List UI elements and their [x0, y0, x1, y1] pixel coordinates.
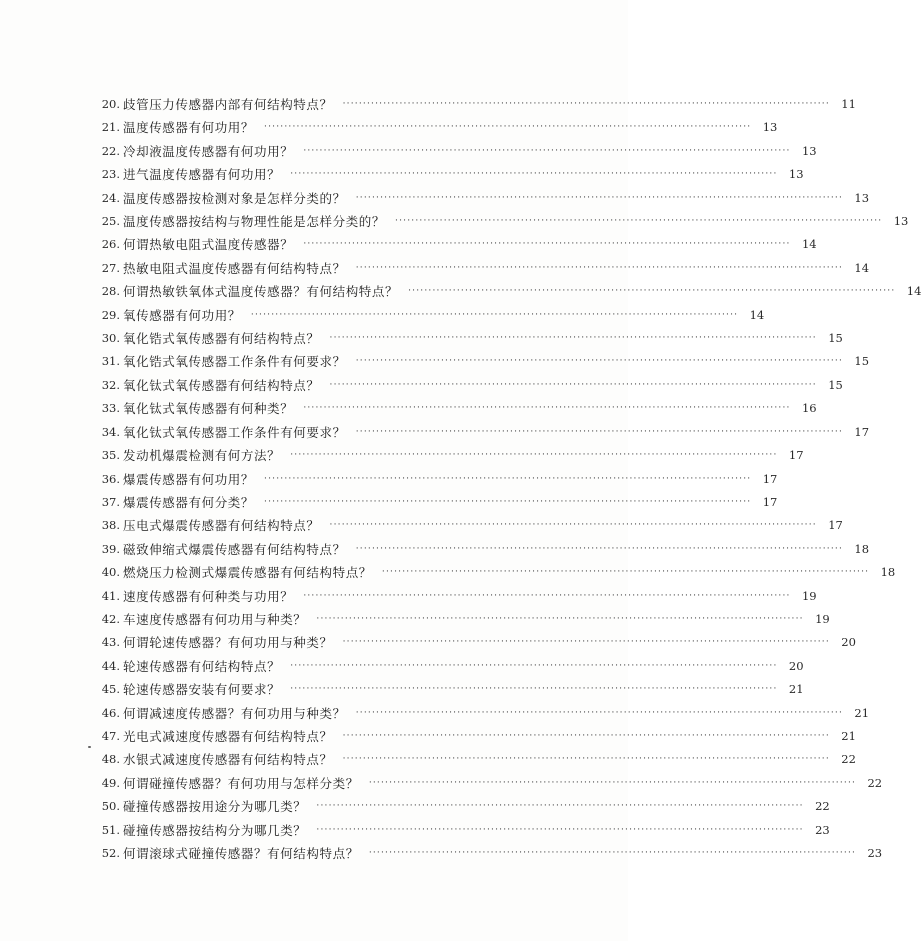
- toc-entry: [86, 819, 830, 842]
- toc-entry-title: 车速度传感器有何功用与种类？: [123, 611, 307, 627]
- toc-entry-number: 20.: [101, 97, 120, 111]
- toc-dot-leader: ························································································································: [342, 730, 830, 741]
- toc-entry-title: 水银式减速度传感器有何结构特点？: [123, 752, 333, 768]
- toc-entry-title: 碰撞传感器按结构分为哪几类？: [123, 822, 307, 838]
- toc-entry-title: 光电式减速度传感器有何结构特点？: [123, 728, 333, 744]
- toc-entry-number: 32.: [101, 377, 120, 392]
- toc-entry-title: 冷却液温度传感器有何功用？: [123, 143, 294, 159]
- toc-entry-title: 温度传感器有何功用？: [123, 120, 255, 136]
- toc-dot-leader: ························································································································: [395, 216, 883, 227]
- toc-entry-page-number: 21: [854, 705, 870, 720]
- toc-dot-leader: ························································································································: [355, 192, 844, 203]
- toc-entry: [86, 397, 817, 420]
- toc-entry-number: 26.: [101, 237, 120, 252]
- toc-entry-page-number: 13: [762, 120, 778, 135]
- toc-entry-number: 29.: [101, 307, 120, 322]
- toc-entry: [86, 444, 804, 467]
- toc-entry-number: 27.: [101, 260, 120, 275]
- toc-entry: [86, 374, 843, 397]
- toc-entry-title: 氧化锆式氧传感器工作条件有何要求？: [123, 354, 346, 370]
- toc-entry: [86, 327, 843, 350]
- toc-entry: [86, 187, 870, 210]
- toc-entry-title: 歧管压力传感器内部有何结构特点？: [123, 97, 333, 112]
- toc-entry-number: 40.: [101, 565, 120, 580]
- toc-entry-page-number: 17: [854, 424, 870, 439]
- toc-entry-title: 何谓轮速传感器？有何功用与种类？: [123, 635, 333, 651]
- toc-entry-number: 39.: [101, 541, 120, 556]
- toc-entry: [86, 561, 896, 584]
- toc-entry-page-number: 14: [749, 307, 765, 322]
- toc-entry-page-number: 14: [906, 284, 921, 299]
- toc-entry: [86, 538, 870, 561]
- toc-entry-number: 33.: [101, 401, 120, 416]
- toc-entry-title: 氧传感器有何功用？: [123, 307, 241, 323]
- toc-entry-number: 41.: [101, 588, 120, 603]
- toc-entry: [86, 350, 870, 373]
- toc-entry: [86, 210, 909, 233]
- toc-entry-number: 34.: [101, 424, 120, 439]
- toc-dot-leader: ························································································································: [329, 520, 817, 531]
- toc-dot-leader: ························································································································: [303, 403, 791, 414]
- table-of-contents: [86, 93, 921, 865]
- toc-dot-leader: ························································································································: [355, 543, 844, 554]
- toc-entry-number: 50.: [101, 799, 120, 814]
- toc-dot-leader: ························································································································: [355, 426, 844, 437]
- toc-entry-title: 何谓滚球式碰撞传感器？有何结构特点？: [123, 846, 359, 861]
- toc-entry-title: 何谓热敏铁氧体式温度传感器？有何结构特点？: [123, 284, 399, 300]
- toc-dot-leader: ························································································································: [264, 122, 752, 133]
- toc-entry-page-number: 13: [788, 167, 804, 182]
- toc-dot-leader: ························································································································: [342, 99, 830, 109]
- toc-entry-number: 45.: [101, 682, 120, 697]
- toc-entry: [86, 163, 804, 186]
- toc-entry: [86, 655, 804, 678]
- toc-dot-leader: ························································································································: [316, 824, 804, 835]
- toc-entry-page-number: 13: [801, 143, 817, 158]
- toc-entry-page-number: 20: [788, 658, 804, 673]
- toc-entry-number: 48.: [101, 752, 120, 767]
- toc-entry: [86, 140, 817, 163]
- toc-entry-number: 35.: [101, 448, 120, 463]
- toc-entry: [86, 468, 778, 491]
- toc-entry: [86, 702, 870, 725]
- toc-entry-page-number: 20: [841, 635, 856, 650]
- toc-entry: [86, 514, 843, 537]
- toc-entry-title: 燃烧压力检测式爆震传感器有何结构特点？: [123, 565, 372, 581]
- toc-entry-page-number: 21: [841, 728, 856, 743]
- toc-entry-title: 速度传感器有何种类与功用？: [123, 588, 294, 604]
- toc-entry: [86, 233, 817, 256]
- toc-dot-leader: ························································································································: [316, 613, 804, 624]
- toc-entry-title: 温度传感器按检测对象是怎样分类的？: [123, 190, 346, 206]
- toc-entry-number: 23.: [101, 167, 120, 182]
- toc-entry-page-number: 15: [828, 331, 843, 346]
- toc-entry-title: 压电式爆震传感器有何结构特点？: [123, 518, 320, 534]
- toc-entry-title: 热敏电阻式温度传感器有何结构特点？: [123, 260, 346, 276]
- toc-dot-leader: ························································································································: [342, 754, 830, 765]
- toc-dot-leader: ························································································································: [264, 496, 752, 507]
- toc-entry: [86, 304, 765, 327]
- toc-entry-title: 轮速传感器有何结构特点？: [123, 658, 281, 674]
- toc-entry-number: 44.: [101, 658, 120, 673]
- toc-entry: [86, 280, 921, 303]
- toc-entry: [86, 772, 883, 795]
- toc-entry-page-number: 17: [788, 448, 804, 463]
- toc-entry: [86, 795, 830, 818]
- toc-entry-number: 43.: [101, 635, 120, 650]
- toc-dot-leader: ························································································································: [408, 286, 896, 297]
- toc-dot-leader: ························································································································: [355, 707, 844, 718]
- toc-entry: [86, 678, 804, 701]
- toc-dot-leader: ························································································································: [250, 309, 739, 320]
- toc-entry-title: 温度传感器按结构与物理性能是怎样分类的？: [123, 214, 386, 230]
- toc-dot-leader: ························································································································: [264, 473, 752, 484]
- toc-entry-number: 36.: [101, 471, 120, 486]
- toc-dot-leader: ························································································································: [316, 801, 804, 812]
- toc-entry-number: 31.: [101, 354, 120, 369]
- toc-entry-page-number: 14: [801, 237, 817, 252]
- toc-entry-title: 发动机爆震检测有何方法？: [123, 448, 281, 464]
- toc-entry-title: 氧化钛式氧传感器有何结构特点？: [123, 377, 320, 393]
- toc-entry-number: 21.: [101, 120, 120, 135]
- toc-entry-title: 磁致伸缩式爆震传感器有何结构特点？: [123, 541, 346, 557]
- toc-entry-page-number: 22: [841, 752, 856, 767]
- toc-entry-title: 轮速传感器安装有何要求？: [123, 682, 281, 698]
- toc-dot-leader: ························································································································: [303, 590, 791, 601]
- toc-entry-title: 碰撞传感器按用途分为哪几类？: [123, 799, 307, 815]
- toc-entry: [86, 93, 856, 116]
- toc-entry: [86, 842, 883, 865]
- toc-entry-number: 52.: [101, 846, 120, 860]
- toc-dot-leader: ························································································································: [290, 450, 778, 461]
- toc-entry: [86, 748, 856, 771]
- toc-entry-page-number: 14: [854, 260, 870, 275]
- toc-dot-leader: ························································································································: [303, 239, 791, 250]
- toc-entry-page-number: 17: [762, 494, 778, 509]
- toc-dot-leader: ························································································································: [381, 567, 870, 578]
- toc-entry-page-number: 17: [828, 518, 843, 533]
- toc-entry-page-number: 13: [893, 214, 909, 229]
- toc-dot-leader: ························································································································: [329, 379, 817, 390]
- toc-entry-number: 51.: [101, 822, 120, 837]
- toc-entry-number: 28.: [101, 284, 120, 299]
- toc-entry-page-number: 19: [815, 611, 830, 626]
- toc-entry-title: 何谓碰撞传感器？有何功用与怎样分类？: [123, 775, 359, 791]
- scan-speck: [88, 746, 91, 748]
- toc-entry-page-number: 19: [801, 588, 817, 603]
- toc-entry-page-number: 17: [762, 471, 778, 486]
- toc-entry-number: 38.: [101, 518, 120, 533]
- toc-entry: [86, 116, 778, 139]
- toc-entry-number: 22.: [101, 143, 120, 158]
- toc-entry: [86, 491, 778, 514]
- toc-dot-leader: ························································································································: [342, 637, 830, 648]
- toc-entry-number: 25.: [101, 214, 120, 229]
- toc-entry-page-number: 22: [867, 775, 883, 790]
- toc-dot-leader: ························································································································: [303, 145, 791, 156]
- toc-entry-number: 30.: [101, 331, 120, 346]
- toc-entry-page-number: 11: [841, 97, 856, 111]
- toc-entry-number: 47.: [101, 728, 120, 743]
- toc-entry-page-number: 18: [880, 565, 896, 580]
- toc-entry-title: 氧化钛式氧传感器工作条件有何要求？: [123, 424, 346, 440]
- toc-dot-leader: ························································································································: [355, 262, 844, 273]
- toc-dot-leader: ························································································································: [329, 333, 817, 344]
- toc-entry-number: 42.: [101, 611, 120, 626]
- toc-entry-page-number: 13: [854, 190, 870, 205]
- toc-entry-title: 何谓热敏电阻式温度传感器？: [123, 237, 294, 253]
- toc-entry-title: 进气温度传感器有何功用？: [123, 167, 281, 183]
- toc-entry-number: 49.: [101, 775, 120, 790]
- toc-entry: [86, 631, 856, 654]
- toc-dot-leader: ························································································································: [290, 660, 778, 671]
- toc-entry: [86, 608, 830, 631]
- toc-entry-title: 氧化锆式氧传感器有何结构特点？: [123, 331, 320, 347]
- toc-entry: [86, 421, 870, 444]
- toc-entry-number: 24.: [101, 190, 120, 205]
- toc-entry-number: 46.: [101, 705, 120, 720]
- toc-entry-page-number: 22: [815, 799, 830, 814]
- toc-dot-leader: ························································································································: [355, 356, 844, 367]
- toc-entry: [86, 585, 817, 608]
- toc-entry-number: 37.: [101, 494, 120, 509]
- toc-dot-leader: ························································································································: [368, 848, 857, 858]
- toc-entry-page-number: 15: [828, 377, 843, 392]
- toc-entry: [86, 257, 870, 280]
- toc-entry-title: 爆震传感器有何功用？: [123, 471, 255, 487]
- toc-entry-page-number: 23: [815, 822, 830, 837]
- toc-dot-leader: ························································································································: [290, 169, 778, 180]
- toc-entry-page-number: 18: [854, 541, 870, 556]
- toc-entry-page-number: 16: [801, 401, 817, 416]
- toc-dot-leader: ························································································································: [290, 684, 778, 695]
- toc-entry: [86, 725, 856, 748]
- toc-entry-page-number: 21: [788, 682, 804, 697]
- toc-entry-title: 氧化钛式氧传感器有何种类？: [123, 401, 294, 417]
- toc-dot-leader: ························································································································: [368, 777, 857, 788]
- toc-entry-title: 何谓减速度传感器？有何功用与种类？: [123, 705, 346, 721]
- toc-entry-page-number: 15: [854, 354, 870, 369]
- toc-entry-title: 爆震传感器有何分类？: [123, 494, 255, 510]
- toc-entry-page-number: 23: [867, 846, 883, 860]
